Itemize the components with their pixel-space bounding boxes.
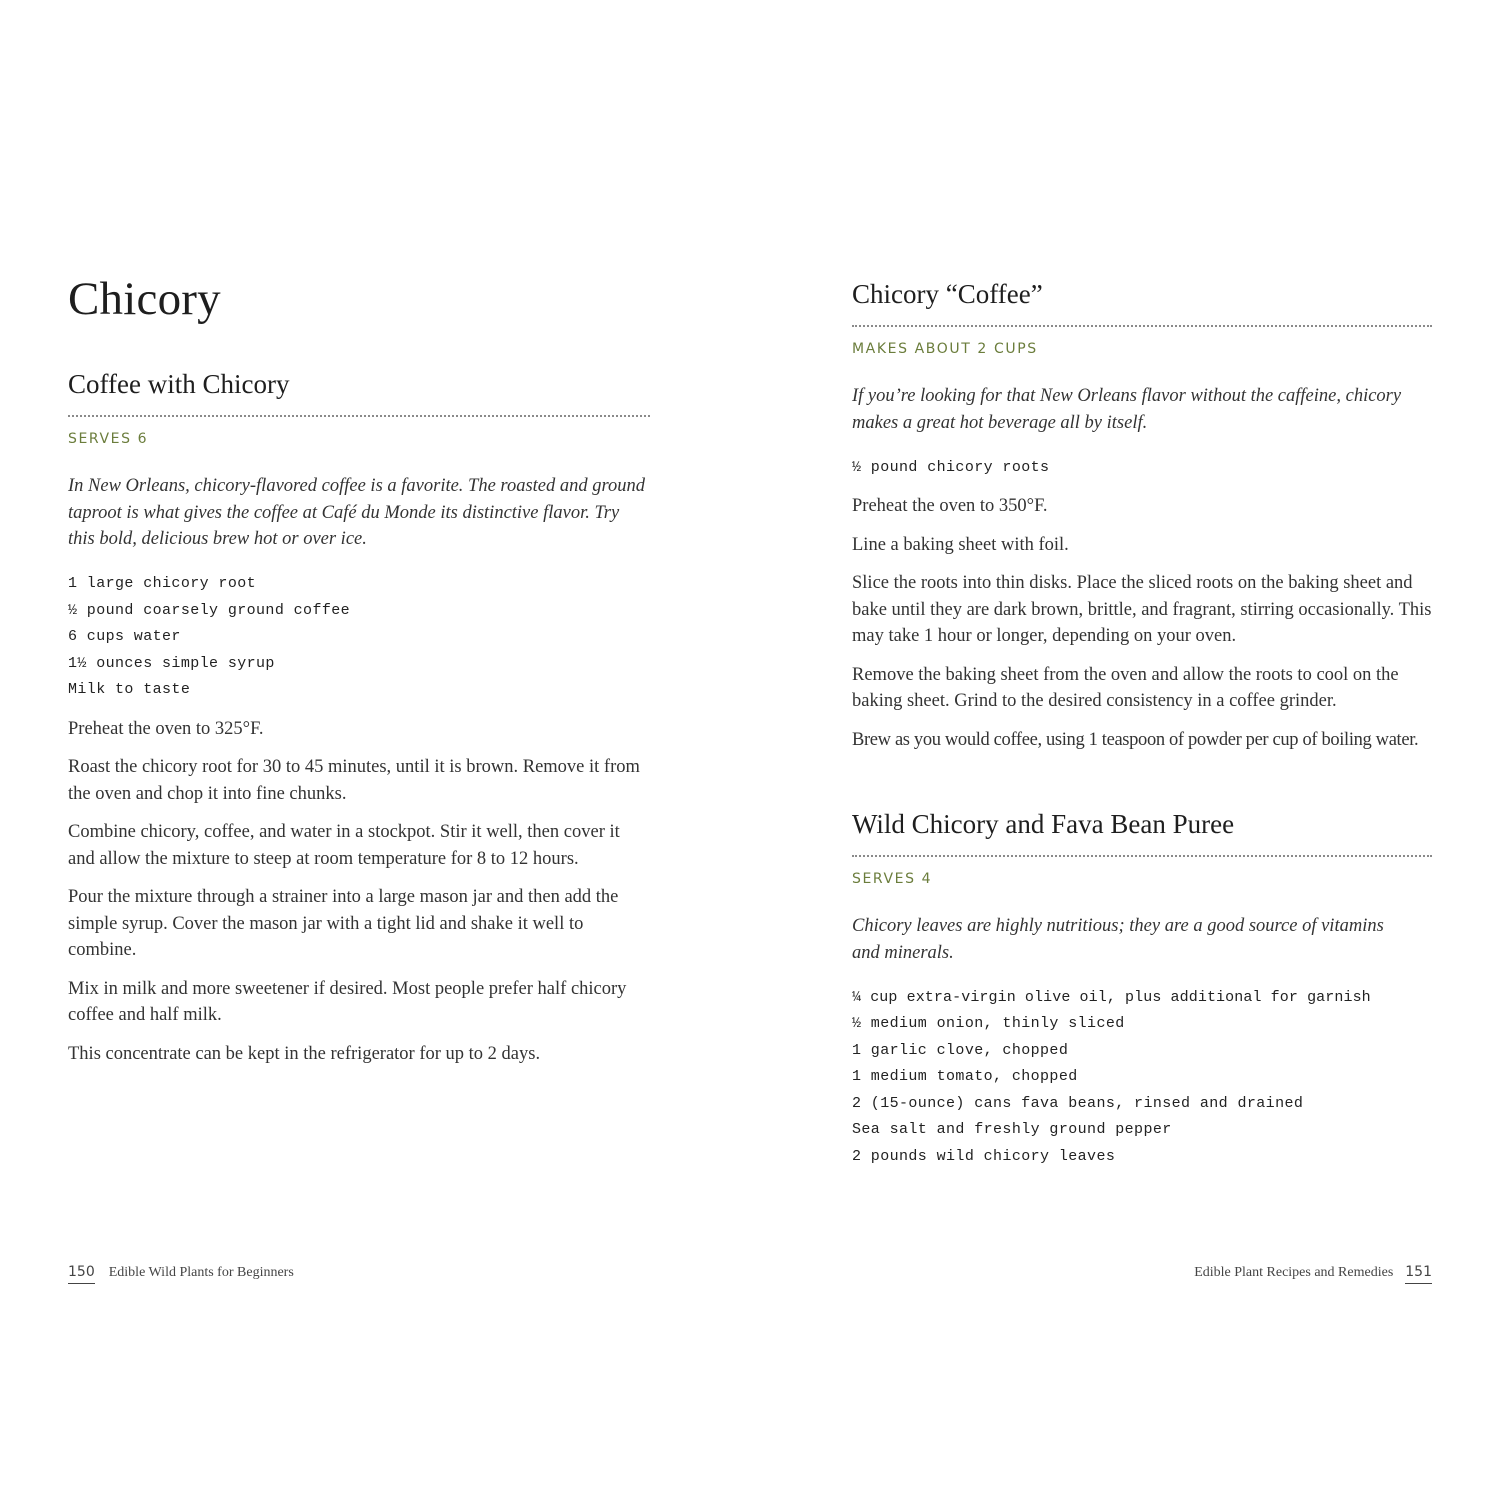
recipe-step: Preheat the oven to 325°F. [68,718,264,739]
ingredient-item: 1 large chicory root [68,575,257,592]
recipe-wild-chicory-fava-bean-puree [852,806,1432,1170]
recipe-yield: SERVES 6 [68,431,149,447]
recipe-intro: Chicory leaves are highly nutritious; they are a good source of vitamins and minerals. [852,916,1384,963]
dotted-rule [68,415,650,417]
left-footer [68,1264,294,1284]
running-head-section-title: Edible Plant Recipes and Remedies [1194,1265,1394,1280]
ingredient-item: 2 (15-ounce) cans fava beans, rinsed and drained [852,1094,1304,1112]
recipe-step: Line a baking sheet with foil. [852,534,1069,555]
recipe-yield: MAKES ABOUT 2 CUPS [852,341,1038,357]
recipe-step: This concentrate can be kept in the refrigerator for up to 2 days. [68,1043,541,1064]
ingredient-item: 1½ ounces simple syrup [68,654,275,672]
page-number: 150 [68,1264,95,1284]
recipe-step: Slice the roots into thin disks. Place the sliced roots on the baking sheet and bake until they are dark brown, brittle, and fragrant, stirring occasionally. This may take 1 hour or longer, depending on your oven. [852,573,1432,646]
recipe-title: Chicory “Coffee” [852,279,1043,309]
running-head-book-title: Edible Wild Plants for Beginners [108,1265,294,1280]
ingredient-item: 6 cups water [68,628,181,645]
recipe-coffee-with-chicory [68,366,650,1067]
ingredient-item: 2 pounds wild chicory leaves [852,1147,1116,1165]
recipe-intro: In New Orleans, chicory-flavored coffee is a favorite. The roasted and ground taproot is what gives the coffee at Café du Monde its distinctive flavor. Try this bold, delicious brew hot or over ice. [68,476,646,549]
recipe-title: Wild Chicory and Fava Bean Puree [852,809,1235,839]
ingredient-list [852,455,1432,482]
right-footer [1194,1264,1432,1284]
recipe-step: Pour the mixture through a strainer into a large mason jar and then add the simple syrup. Cover the mason jar with a tight lid and shake it well to combine. [68,887,619,960]
recipe-step: Roast the chicory root for 30 to 45 minutes, until it is brown. Remove it from the oven and chop it into fine chunks. [68,757,640,804]
ingredient-item: 1 garlic clove, chopped [852,1041,1069,1059]
dotted-rule [852,325,1432,327]
page-number: 151 [1405,1264,1432,1284]
recipe-step: Brew as you would coffee, using 1 teaspoon of powder per cup of boiling water. [852,729,1419,750]
recipe-step: Preheat the oven to 350°F. [852,496,1048,516]
recipe-title: Coffee with Chicory [68,369,290,399]
recipe-yield: SERVES 4 [852,871,933,887]
recipe-step: Combine chicory, coffee, and water in a stockpot. Stir it well, then cover it and allow the mixture to steep at room temperature for 8 to 12 hours. [68,822,620,869]
ingredient-item: ½ pound coarsely ground coffee [68,601,351,619]
dotted-rule [852,855,1432,857]
recipe-step: Remove the baking sheet from the oven and allow the roots to cool on the baking sheet. Grind to the desired consistency in a coffee grinder. [852,664,1399,711]
ingredient-item: 1 medium tomato, chopped [852,1068,1078,1085]
recipe-intro: If you’re looking for that New Orleans flavor without the caffeine, chicory makes a great hot beverage all by itself. [852,386,1402,433]
ingredient-item: Milk to taste [68,681,191,698]
recipe-chicory-coffee [852,276,1432,753]
ingredient-list [852,985,1432,1171]
ingredient-item: ½ medium onion, thinly sliced [852,1015,1125,1032]
ingredient-list [68,571,650,704]
ingredient-item: ¼ cup extra-virgin olive oil, plus additional for garnish [852,988,1371,1006]
chapter-title: Chicory [68,273,221,325]
ingredient-item: Sea salt and freshly ground pepper [852,1121,1172,1138]
ingredient-item: ½ pound chicory roots [852,458,1050,476]
recipe-step: Mix in milk and more sweetener if desired. Most people prefer half chicory coffee and half milk. [68,978,627,1025]
